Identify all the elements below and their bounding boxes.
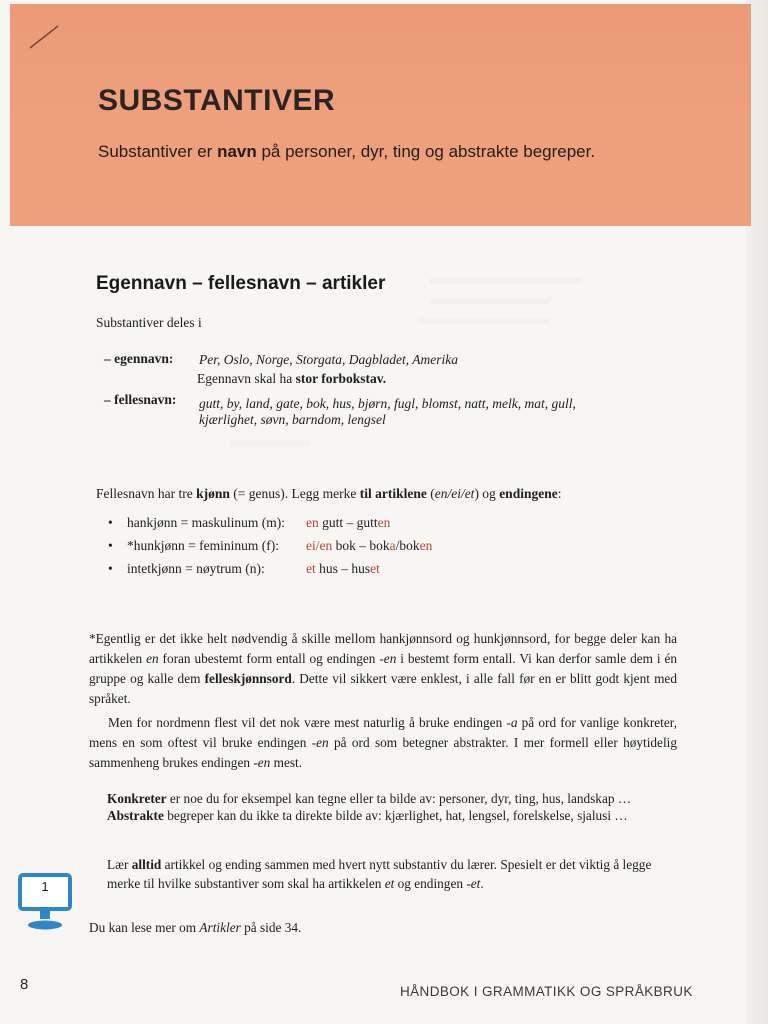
running-footer: HÅNDBOK I GRAMMATIKK OG SPRÅKBRUK bbox=[400, 984, 693, 999]
bullet-icon: • bbox=[108, 538, 113, 553]
intro-text: Substantiver deles i bbox=[96, 315, 202, 330]
chapter-subtitle: Substantiver er navn på personer, dyr, ting og abstrakte begreper. bbox=[98, 142, 596, 161]
gender-example: en gutt – gutten bbox=[306, 515, 391, 530]
monitor-icon bbox=[18, 873, 72, 931]
gender-example: et hus – huset bbox=[306, 561, 380, 576]
show-through bbox=[430, 298, 550, 304]
term-egennavn: – egennavn: bbox=[104, 351, 174, 366]
gender-intro: Fellesnavn har tre kjønn (= genus). Legg merke til artiklene (en/ei/et) og endingene: bbox=[96, 486, 562, 501]
egennavn-note: Egennavn skal ha stor forbokstav. bbox=[197, 371, 387, 386]
usage-paragraph: Men for nordmenn flest vil det nok være mest naturlig å bruke endingen -a på ord for vanlige konkreter, mens en som oftest vil bruke endingen -en på ord som betegner abstrakter. I mer formell eller høytidelig sammenheng brukes endingen -en mest. bbox=[89, 715, 677, 770]
show-through bbox=[430, 278, 580, 284]
definition-abstrakte: Abstrakte begreper kan du ikke ta direkte bilde av: kjærlighet, hat, lengsel, forelskelse, sjalusi … bbox=[107, 808, 628, 823]
gender-label: intetkjønn = nøytrum (n): bbox=[127, 561, 265, 576]
term-fellesnavn: – fellesnavn: bbox=[104, 392, 177, 407]
definition-konkreter: Konkreter er noe du for eksempel kan tegne eller ta bilde av: personer, dyr, ting, hus, landskap … bbox=[107, 791, 632, 806]
pencil-mark-icon bbox=[24, 22, 64, 52]
footnote-paragraph: *Egentlig er det ikke helt nødvendig å skille mellom hankjønnsord og hunkjønnsord, for begge deler kan ha artikkelen en foran ubestemt form entall og endingen -en i bestemt form entall. Vi kan derfor samle dem i én gruppe og kalle dem felleskjønnsord. Dette vil sikkert være enklest, i alle fall før en er blitt godt kjent med språket. bbox=[89, 631, 678, 706]
learning-tip: Lær alltid artikkel og ending sammen med hvert nytt substantiv du lærer. Spesielt er det viktig å legge merke til hvilke substantiver som skal ha artikkelen et og endingen -et. bbox=[107, 857, 652, 891]
see-also-text: Du kan lese mer om Artikler på side 34. bbox=[89, 920, 302, 935]
gender-label: *hunkjønn = femininum (f): bbox=[127, 538, 279, 553]
egennavn-examples: Per, Oslo, Norge, Storgata, Dagbladet, Amerika bbox=[199, 352, 458, 367]
fellesnavn-examples-1: gutt, by, land, gate, bok, hus, bjørn, fugl, blomst, natt, melk, mat, gull, bbox=[199, 396, 576, 411]
gender-example: ei/en bok – boka/boken bbox=[306, 538, 433, 553]
bullet-icon: • bbox=[108, 561, 113, 576]
show-through bbox=[420, 318, 550, 324]
page-number: 8 bbox=[20, 976, 29, 993]
gender-label: hankjønn = maskulinum (m): bbox=[127, 515, 285, 530]
bullet-icon: • bbox=[108, 515, 113, 530]
monitor-number: 1 bbox=[41, 879, 49, 894]
section-heading: Egennavn – fellesnavn – artikler bbox=[96, 273, 386, 294]
fellesnavn-examples-2: kjærlighet, søvn, barndom, lengsel bbox=[199, 412, 386, 427]
chapter-title: SUBSTANTIVER bbox=[98, 84, 336, 117]
show-through bbox=[230, 440, 310, 446]
